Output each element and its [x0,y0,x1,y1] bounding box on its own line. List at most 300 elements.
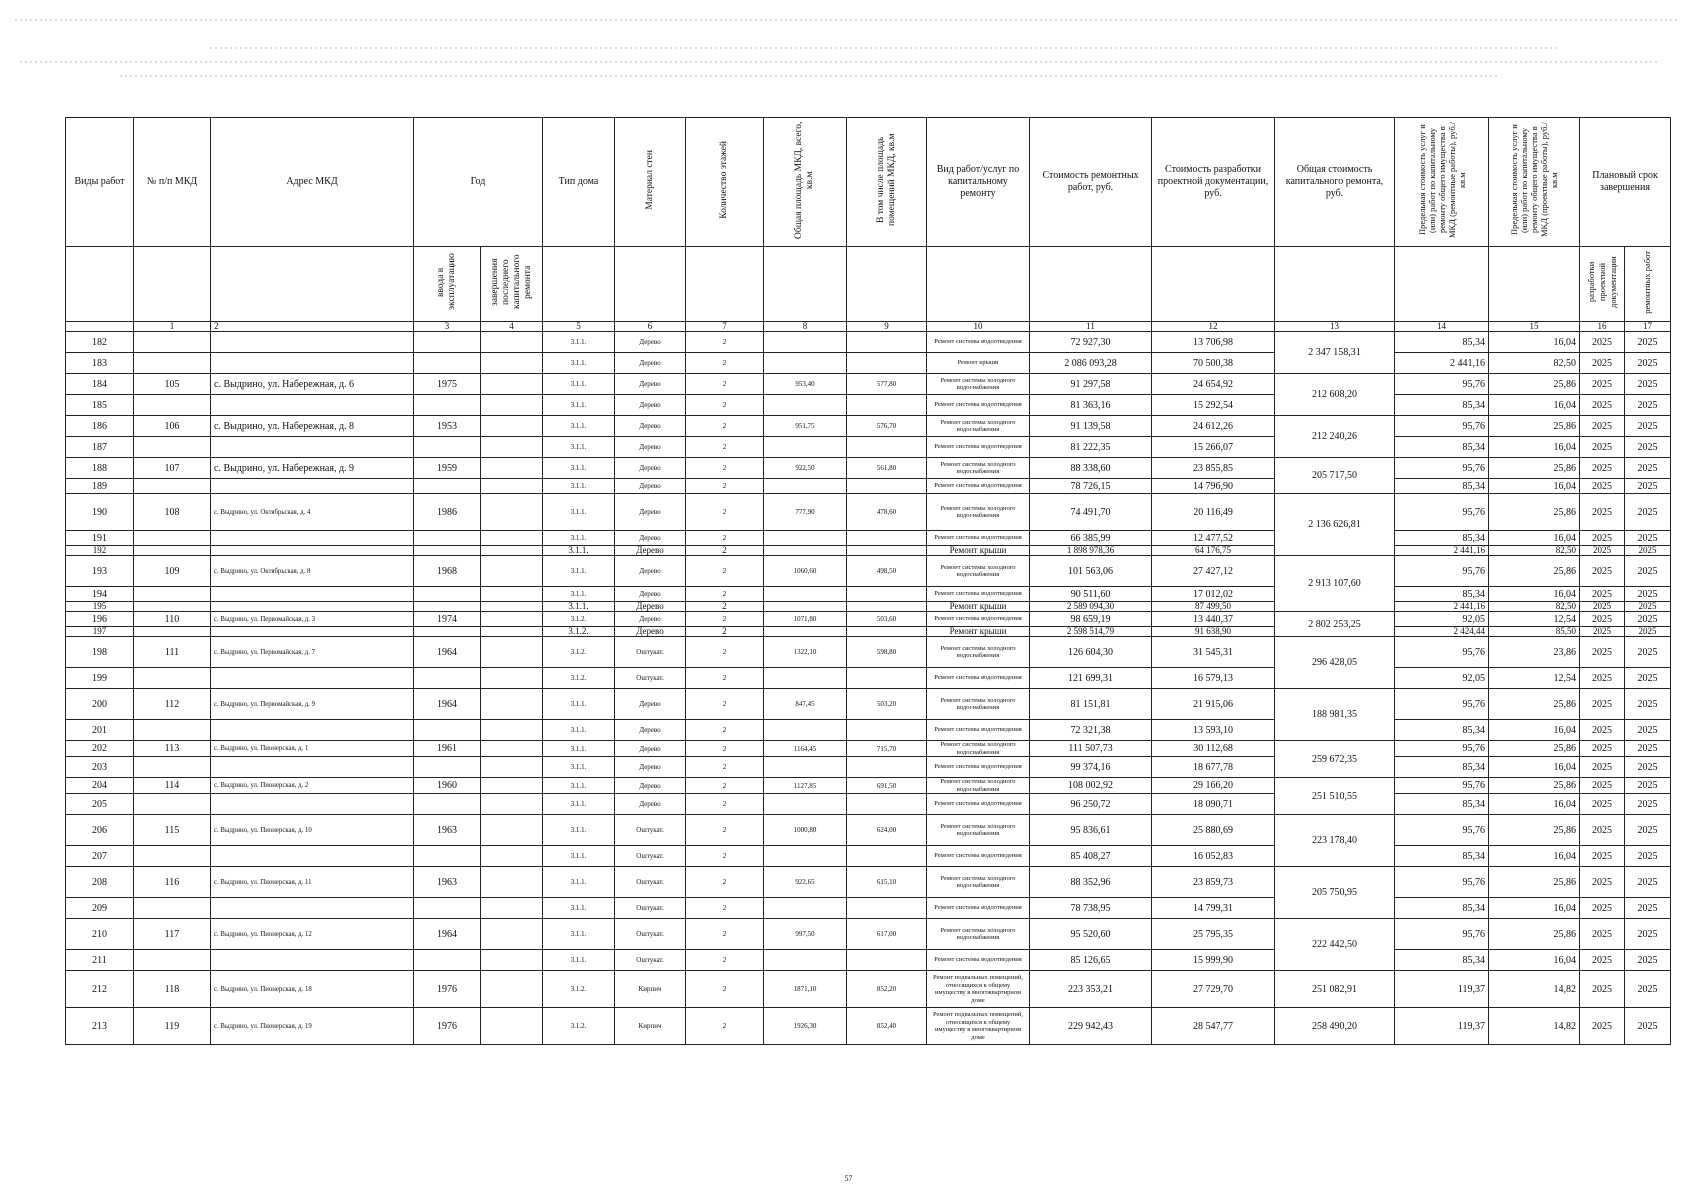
table-row [66,778,1671,794]
total-area-cell: 951,75 [764,416,847,437]
address-cell [211,794,414,815]
work-kind-cell: Ремонт системы водоотведения [927,587,1030,602]
work-kind-cell: Ремонт системы холодного водоснабжения [927,689,1030,720]
table-row [66,556,1671,587]
work-kind-cell: Ремонт системы холодного водоснабжения [927,741,1030,757]
premises-area-cell: 561,80 [847,458,927,479]
year-commissioned-cell [414,479,481,494]
deadline-repair-cell: 2025 [1625,846,1671,867]
house-type-cell: 3.1.1. [543,815,615,846]
year-commissioned-cell: 1964 [414,919,481,950]
wall-material-cell: Оштукат. [615,668,686,689]
limit-repair-cell: 95,76 [1395,458,1489,479]
header-planned-deadline: Плановый срок завершения [1580,118,1671,247]
floors-cell: 2 [686,689,764,720]
design-cost-cell: 27 729,70 [1152,971,1275,1008]
deadline-design-cell: 2025 [1580,546,1625,556]
total-area-cell [764,720,847,741]
deadline-repair-cell: 2025 [1625,332,1671,353]
wall-material-cell: Дерево [615,458,686,479]
wall-material-cell: Дерево [615,741,686,757]
year-commissioned-cell [414,950,481,971]
total-area-cell: 1322,10 [764,637,847,668]
total-area-cell: 997,50 [764,919,847,950]
year-last-repair-cell [481,627,543,637]
floors-cell: 2 [686,332,764,353]
address-cell [211,479,414,494]
address-cell: с. Выдрино, ул. Пионерская, д. 18 [211,971,414,1008]
deadline-repair-cell: 2025 [1625,815,1671,846]
table-row [66,668,1671,689]
total-cost-cell: 2 347 158,31 [1275,332,1395,374]
premises-area-cell [847,437,927,458]
limit-design-cell: 25,86 [1489,689,1580,720]
limit-design-cell: 16,04 [1489,846,1580,867]
column-number: 6 [615,322,686,332]
design-cost-cell: 29 166,20 [1152,778,1275,794]
year-commissioned-cell [414,720,481,741]
year-last-repair-cell [481,458,543,479]
house-type-cell: 3.1.1. [543,778,615,794]
house-type-cell: 3.1.1. [543,689,615,720]
deadline-repair-cell: 2025 [1625,395,1671,416]
premises-area-cell: 852,20 [847,971,927,1008]
mkd-number-cell: 106 [134,416,211,437]
total-area-cell [764,479,847,494]
address-cell [211,546,414,556]
row-id-cell: 207 [66,846,134,867]
work-kind-cell: Ремонт системы холодного водоснабжения [927,867,1030,898]
deadline-design-cell: 2025 [1580,479,1625,494]
table-row [66,971,1671,1008]
premises-area-cell [847,353,927,374]
limit-design-cell: 25,86 [1489,556,1580,587]
floors-cell: 2 [686,612,764,627]
limit-design-cell: 25,86 [1489,416,1580,437]
mkd-number-cell: 108 [134,494,211,531]
table-row [66,531,1671,546]
total-area-cell [764,627,847,637]
floors-cell: 2 [686,815,764,846]
year-last-repair-cell [481,867,543,898]
year-commissioned-cell [414,546,481,556]
header-limit-repair: Предельная стоимость услуг и (или) работ по капитальному ремонту общего имущества в МКД (ремонтные работы), руб./кв.м [1395,118,1489,247]
column-number: 8 [764,322,847,332]
wall-material-cell: Дерево [615,546,686,556]
year-last-repair-cell [481,602,543,612]
limit-repair-cell: 95,76 [1395,815,1489,846]
year-commissioned-cell: 1963 [414,867,481,898]
repair-cost-cell: 78 726,15 [1030,479,1152,494]
year-last-repair-cell [481,971,543,1008]
floors-cell: 2 [686,757,764,778]
repair-register-sheet [65,117,1658,1045]
deadline-design-cell: 2025 [1580,353,1625,374]
table-row [66,689,1671,720]
repair-cost-cell: 91 139,58 [1030,416,1152,437]
repair-cost-cell: 88 352,96 [1030,867,1152,898]
limit-repair-cell: 2 441,16 [1395,546,1489,556]
year-commissioned-cell [414,668,481,689]
design-cost-cell: 15 292,54 [1152,395,1275,416]
total-cost-cell: 296 428,05 [1275,637,1395,689]
design-cost-cell: 25 795,35 [1152,919,1275,950]
house-type-cell: 3.1.2. [543,627,615,637]
mkd-number-cell [134,846,211,867]
column-number: 17 [1625,322,1671,332]
address-cell: с. Выдрино, ул. Пионерская, д. 12 [211,919,414,950]
house-type-cell: 3.1.1. [543,556,615,587]
deadline-design-cell: 2025 [1580,627,1625,637]
deadline-design-cell: 2025 [1580,898,1625,919]
deadline-design-cell: 2025 [1580,602,1625,612]
house-type-cell: 3.1.2. [543,612,615,627]
repair-register-table [65,117,1671,1045]
year-last-repair-cell [481,919,543,950]
premises-area-cell [847,898,927,919]
total-area-cell: 1071,80 [764,612,847,627]
limit-design-cell: 16,04 [1489,587,1580,602]
design-cost-cell: 23 855,85 [1152,458,1275,479]
premises-area-cell: 615,10 [847,867,927,898]
row-id-cell: 192 [66,546,134,556]
limit-design-cell: 25,86 [1489,815,1580,846]
table-row [66,867,1671,898]
work-kind-cell: Ремонт системы холодного водоснабжения [927,374,1030,395]
total-area-cell: 1060,60 [764,556,847,587]
floors-cell: 2 [686,668,764,689]
total-area-cell [764,395,847,416]
house-type-cell: 3.1.1. [543,546,615,556]
repair-cost-cell: 2 589 094,30 [1030,602,1152,612]
design-cost-cell: 15 999,90 [1152,950,1275,971]
header-repair-cost: Стоимость ремонтных работ, руб. [1030,118,1152,247]
year-last-repair-cell [481,587,543,602]
total-cost-cell: 251 082,91 [1275,971,1395,1008]
column-number: 12 [1152,322,1275,332]
mkd-number-cell: 110 [134,612,211,627]
table-row [66,741,1671,757]
work-kind-cell: Ремонт системы водоотведения [927,332,1030,353]
year-commissioned-cell: 1976 [414,1008,481,1045]
floors-cell: 2 [686,374,764,395]
design-cost-cell: 21 915,06 [1152,689,1275,720]
address-cell [211,332,414,353]
year-last-repair-cell [481,846,543,867]
repair-cost-cell: 81 222,35 [1030,437,1152,458]
premises-area-cell [847,587,927,602]
floors-cell: 2 [686,720,764,741]
floors-cell: 2 [686,437,764,458]
limit-design-cell: 25,86 [1489,741,1580,757]
limit-design-cell: 16,04 [1489,479,1580,494]
year-last-repair-cell [481,637,543,668]
address-cell: с. Выдрино, ул. Набережная, д. 8 [211,416,414,437]
year-last-repair-cell [481,437,543,458]
house-type-cell: 3.1.1. [543,494,615,531]
row-id-cell: 195 [66,602,134,612]
wall-material-cell: Оштукат. [615,815,686,846]
design-cost-cell: 31 545,31 [1152,637,1275,668]
deadline-design-cell: 2025 [1580,395,1625,416]
work-kind-cell: Ремонт крыши [927,353,1030,374]
house-type-cell: 3.1.2. [543,668,615,689]
limit-repair-cell: 95,76 [1395,778,1489,794]
table-row [66,332,1671,353]
year-last-repair-cell [481,353,543,374]
limit-design-cell: 16,04 [1489,720,1580,741]
address-cell: с. Выдрино, ул. Первомайская, д. 7 [211,637,414,668]
floors-cell: 2 [686,494,764,531]
limit-repair-cell: 95,76 [1395,741,1489,757]
wall-material-cell: Оштукат. [615,919,686,950]
repair-cost-cell: 81 363,16 [1030,395,1152,416]
deadline-repair-cell: 2025 [1625,587,1671,602]
column-number: 2 [211,322,414,332]
deadline-repair-cell: 2025 [1625,720,1671,741]
limit-design-cell: 14,82 [1489,1008,1580,1045]
row-id-cell: 185 [66,395,134,416]
row-id-cell: 201 [66,720,134,741]
premises-area-cell: 617,00 [847,919,927,950]
address-cell: с. Выдрино, ул. Октябрьская, д. 4 [211,494,414,531]
premises-area-cell: 715,70 [847,741,927,757]
limit-design-cell: 85,50 [1489,627,1580,637]
year-last-repair-cell [481,332,543,353]
address-cell: с. Выдрино, ул. Первомайская, д. 3 [211,612,414,627]
house-type-cell: 3.1.1. [543,416,615,437]
mkd-number-cell [134,720,211,741]
limit-repair-cell: 2 441,16 [1395,602,1489,612]
header-mkd-number: № п/п МКД [134,118,211,247]
address-cell: с. Выдрино, ул. Пионерская, д. 2 [211,778,414,794]
premises-area-cell: 478,60 [847,494,927,531]
limit-repair-cell: 95,76 [1395,416,1489,437]
mkd-number-cell [134,587,211,602]
total-area-cell [764,353,847,374]
wall-material-cell: Дерево [615,437,686,458]
deadline-repair-cell: 2025 [1625,867,1671,898]
deadline-repair-cell: 2025 [1625,971,1671,1008]
limit-repair-cell: 119,37 [1395,1008,1489,1045]
mkd-number-cell: 116 [134,867,211,898]
limit-repair-cell: 95,76 [1395,689,1489,720]
design-cost-cell: 70 500,38 [1152,353,1275,374]
total-area-cell [764,898,847,919]
work-kind-cell: Ремонт системы холодного водоснабжения [927,778,1030,794]
deadline-design-cell: 2025 [1580,815,1625,846]
year-last-repair-cell [481,531,543,546]
column-number: 3 [414,322,481,332]
mkd-number-cell [134,668,211,689]
floors-cell: 2 [686,846,764,867]
year-last-repair-cell [481,757,543,778]
house-type-cell: 3.1.1. [543,458,615,479]
limit-design-cell: 82,50 [1489,602,1580,612]
house-type-cell: 3.1.1. [543,950,615,971]
deadline-repair-cell: 2025 [1625,950,1671,971]
year-commissioned-cell: 1964 [414,637,481,668]
limit-design-cell: 16,04 [1489,395,1580,416]
deadline-design-cell: 2025 [1580,637,1625,668]
row-id-cell: 191 [66,531,134,546]
work-kind-cell: Ремонт системы водоотведения [927,757,1030,778]
deadline-design-cell: 2025 [1580,416,1625,437]
address-cell: с. Выдрино, ул. Набережная, д. 6 [211,374,414,395]
year-commissioned-cell [414,898,481,919]
deadline-design-cell: 2025 [1580,689,1625,720]
deadline-repair-cell: 2025 [1625,668,1671,689]
deadline-design-cell: 2025 [1580,971,1625,1008]
table-row [66,612,1671,627]
total-area-cell: 1926,30 [764,1008,847,1045]
limit-repair-cell: 119,37 [1395,971,1489,1008]
deadline-design-cell: 2025 [1580,778,1625,794]
design-cost-cell: 18 090,71 [1152,794,1275,815]
total-area-cell: 1000,80 [764,815,847,846]
row-id-cell: 187 [66,437,134,458]
mkd-number-cell [134,794,211,815]
total-cost-cell: 2 913 107,60 [1275,556,1395,612]
column-number: 13 [1275,322,1395,332]
limit-design-cell: 23,86 [1489,637,1580,668]
work-kind-cell: Ремонт системы водоотведения [927,846,1030,867]
row-id-cell: 188 [66,458,134,479]
floors-cell: 2 [686,416,764,437]
limit-repair-cell: 85,34 [1395,479,1489,494]
deadline-design-cell: 2025 [1580,587,1625,602]
address-cell [211,668,414,689]
address-cell: с. Выдрино, ул. Набережная, д. 9 [211,458,414,479]
page-number: 57 [844,1174,853,1183]
column-number: 11 [1030,322,1152,332]
house-type-cell: 3.1.1. [543,395,615,416]
deadline-repair-cell: 2025 [1625,919,1671,950]
deadline-design-cell: 2025 [1580,332,1625,353]
work-kind-cell: Ремонт системы холодного водоснабжения [927,919,1030,950]
limit-repair-cell: 85,34 [1395,720,1489,741]
total-area-cell [764,332,847,353]
wall-material-cell: Оштукат. [615,637,686,668]
row-id-cell: 184 [66,374,134,395]
total-area-cell [764,531,847,546]
row-id-cell: 190 [66,494,134,531]
mkd-number-cell [134,353,211,374]
year-last-repair-cell [481,794,543,815]
total-area-cell [764,950,847,971]
floors-cell: 2 [686,637,764,668]
mkd-number-cell: 118 [134,971,211,1008]
wall-material-cell: Кирпич [615,1008,686,1045]
table-row [66,437,1671,458]
row-id-cell: 196 [66,612,134,627]
design-cost-cell: 13 440,37 [1152,612,1275,627]
wall-material-cell: Дерево [615,395,686,416]
floors-cell: 2 [686,587,764,602]
premises-area-cell: 503,20 [847,689,927,720]
address-cell [211,950,414,971]
repair-cost-cell: 126 604,30 [1030,637,1152,668]
limit-design-cell: 25,86 [1489,778,1580,794]
limit-design-cell: 16,04 [1489,950,1580,971]
wall-material-cell: Дерево [615,479,686,494]
row-id-cell: 183 [66,353,134,374]
year-commissioned-cell [414,757,481,778]
design-cost-cell: 20 116,49 [1152,494,1275,531]
premises-area-cell: 503,60 [847,612,927,627]
design-cost-cell: 13 593,10 [1152,720,1275,741]
header-year-last-repair: завершения последнего капитального ремонта [481,247,543,322]
header-deadline-repair: ремонтных работ [1625,247,1671,322]
work-kind-cell: Ремонт системы водоотведения [927,479,1030,494]
wall-material-cell: Дерево [615,416,686,437]
total-cost-cell: 2 802 253,25 [1275,612,1395,637]
column-number: 16 [1580,322,1625,332]
header-work-type: Виды работ [66,118,134,247]
row-id-cell: 202 [66,741,134,757]
wall-material-cell: Дерево [615,602,686,612]
limit-design-cell: 25,86 [1489,867,1580,898]
wall-material-cell: Дерево [615,374,686,395]
deadline-repair-cell: 2025 [1625,494,1671,531]
deadline-design-cell: 2025 [1580,531,1625,546]
table-row [66,794,1671,815]
floors-cell: 2 [686,458,764,479]
deadline-repair-cell: 2025 [1625,741,1671,757]
floors-cell: 2 [686,602,764,612]
table-row [66,546,1671,556]
total-cost-cell: 2 136 626,81 [1275,494,1395,556]
repair-cost-cell: 88 338,60 [1030,458,1152,479]
limit-repair-cell: 95,76 [1395,637,1489,668]
deadline-repair-cell: 2025 [1625,1008,1671,1045]
repair-cost-cell: 101 563,06 [1030,556,1152,587]
table-row [66,458,1671,479]
year-last-repair-cell [481,1008,543,1045]
limit-design-cell: 16,04 [1489,437,1580,458]
repair-cost-cell: 229 942,43 [1030,1008,1152,1045]
year-commissioned-cell [414,846,481,867]
year-commissioned-cell: 1959 [414,458,481,479]
deadline-repair-cell: 2025 [1625,612,1671,627]
table-row [66,846,1671,867]
year-commissioned-cell: 1953 [414,416,481,437]
row-id-cell: 211 [66,950,134,971]
deadline-design-cell: 2025 [1580,757,1625,778]
total-area-cell: 777,90 [764,494,847,531]
limit-repair-cell: 2 441,16 [1395,353,1489,374]
year-commissioned-cell [414,602,481,612]
repair-cost-cell: 90 511,60 [1030,587,1152,602]
design-cost-cell: 87 499,50 [1152,602,1275,612]
floors-cell: 2 [686,778,764,794]
year-last-repair-cell [481,395,543,416]
row-id-cell: 210 [66,919,134,950]
wall-material-cell: Дерево [615,627,686,637]
total-area-cell: 922,65 [764,867,847,898]
mkd-number-cell: 114 [134,778,211,794]
address-cell [211,846,414,867]
design-cost-cell: 64 176,75 [1152,546,1275,556]
work-kind-cell: Ремонт крыши [927,602,1030,612]
floors-cell: 2 [686,479,764,494]
repair-cost-cell: 95 520,60 [1030,919,1152,950]
work-kind-cell: Ремонт системы водоотведения [927,612,1030,627]
deadline-design-cell: 2025 [1580,950,1625,971]
limit-repair-cell: 85,34 [1395,794,1489,815]
design-cost-cell: 23 859,73 [1152,867,1275,898]
repair-cost-cell: 99 374,16 [1030,757,1152,778]
